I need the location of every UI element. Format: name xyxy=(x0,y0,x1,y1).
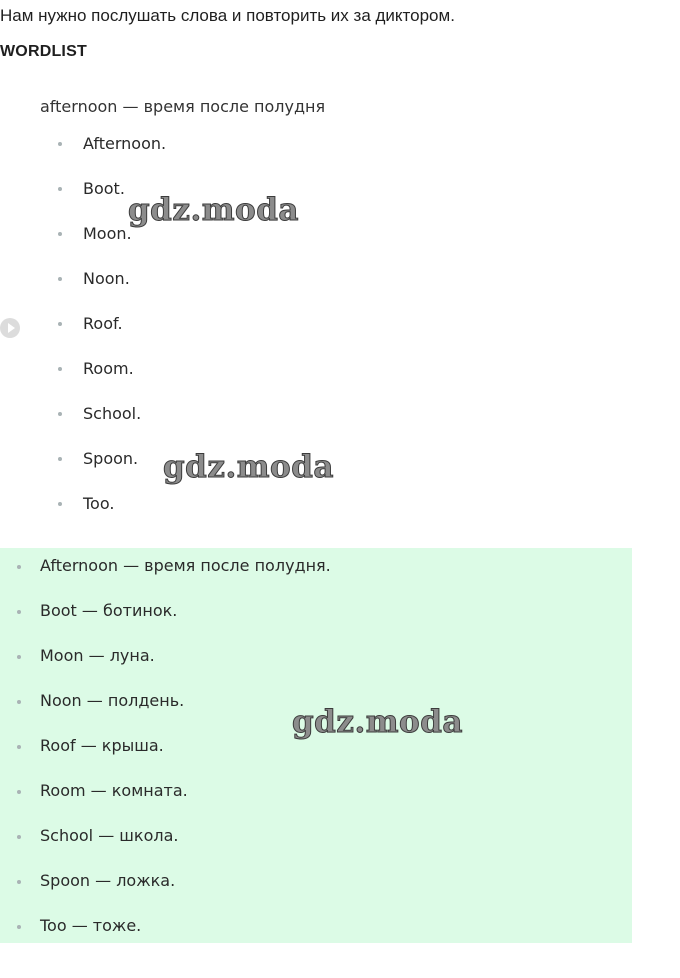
translation-text: Boot — ботинок. xyxy=(40,601,178,620)
translation-text: Moon — луна. xyxy=(40,646,155,665)
word-text: Noon. xyxy=(83,269,130,288)
word-item xyxy=(0,267,680,312)
word-item xyxy=(0,357,680,402)
bullet-icon xyxy=(58,142,62,146)
word-text: Spoon. xyxy=(83,449,139,468)
bullet-icon xyxy=(17,745,21,749)
watermark: gdz.moda xyxy=(163,449,334,485)
translation-item xyxy=(0,779,331,824)
bullet-icon xyxy=(58,457,62,461)
bullet-icon xyxy=(17,790,21,794)
bullet-icon xyxy=(58,187,62,191)
word-item xyxy=(0,222,680,267)
translation-list xyxy=(0,554,331,959)
cropped-word-text: afternoon — время после полудня xyxy=(40,97,326,116)
word-text: School. xyxy=(83,404,142,423)
bullet-icon xyxy=(17,565,21,569)
bullet-icon xyxy=(58,502,62,506)
word-text: Boot. xyxy=(83,179,125,198)
word-item xyxy=(0,492,680,537)
bullet-icon xyxy=(58,277,62,281)
translation-item xyxy=(0,869,331,914)
translation-item xyxy=(0,824,331,869)
word-item xyxy=(0,447,680,492)
bullet-icon xyxy=(58,412,62,416)
bullet-icon xyxy=(17,925,21,929)
translation-text: Afternoon — время после полудня. xyxy=(40,556,331,575)
word-item xyxy=(0,132,680,177)
translation-text: Room — комната. xyxy=(40,781,188,800)
wordlist xyxy=(0,132,680,537)
translation-text: Too — тоже. xyxy=(40,916,142,935)
translation-item xyxy=(0,734,331,779)
bullet-icon xyxy=(58,232,62,236)
wordlist-heading: WORDLIST xyxy=(0,43,87,60)
task-instruction: Нам нужно послушать слова и повторить их за диктором. xyxy=(0,6,455,25)
bullet-icon xyxy=(17,700,21,704)
word-item xyxy=(0,177,680,222)
word-text: Moon. xyxy=(83,224,132,243)
cropped-word-line xyxy=(40,96,326,116)
translation-item xyxy=(0,689,331,734)
translation-text: Noon — полдень. xyxy=(40,691,185,710)
translation-item xyxy=(0,599,331,644)
bullet-icon xyxy=(17,610,21,614)
word-text: Too. xyxy=(83,494,115,513)
bullet-icon xyxy=(17,880,21,884)
bullet-icon xyxy=(17,655,21,659)
translation-item xyxy=(0,554,331,599)
word-text: Afternoon. xyxy=(83,134,167,153)
word-text: Room. xyxy=(83,359,134,378)
translation-text: Spoon — ложка. xyxy=(40,871,176,890)
watermark: gdz.moda xyxy=(128,192,299,228)
word-text: Roof. xyxy=(83,314,123,333)
bullet-icon xyxy=(17,835,21,839)
translation-item xyxy=(0,914,331,959)
watermark: gdz.moda xyxy=(292,704,463,740)
translation-text: School — школа. xyxy=(40,826,179,845)
translation-text: Roof — крыша. xyxy=(40,736,164,755)
bullet-icon xyxy=(58,322,62,326)
translation-item xyxy=(0,644,331,689)
bullet-icon xyxy=(58,367,62,371)
word-item xyxy=(0,312,680,357)
word-item xyxy=(0,402,680,447)
